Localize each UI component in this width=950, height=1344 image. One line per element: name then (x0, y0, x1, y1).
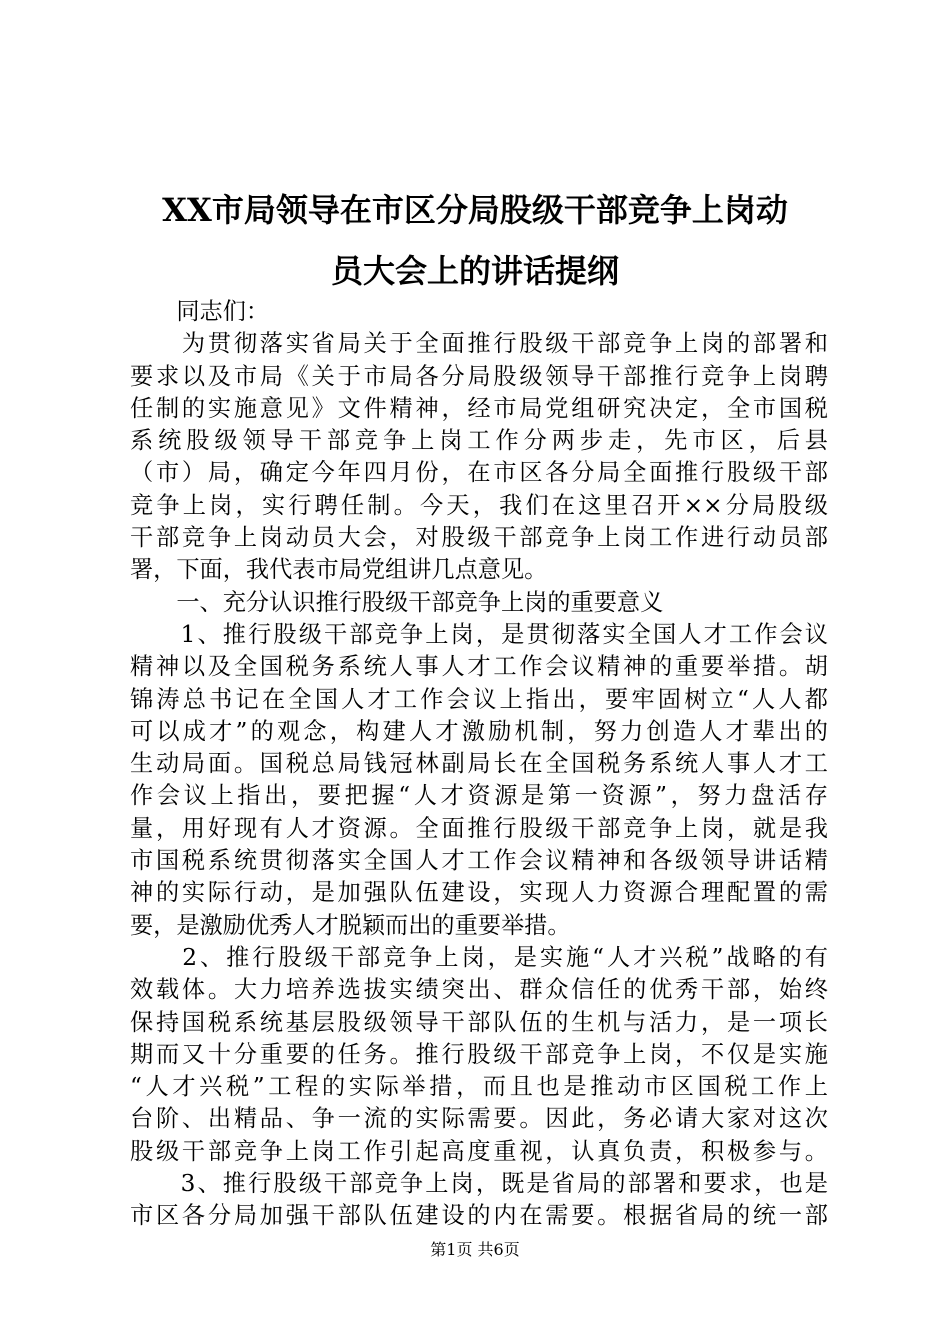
body-line: 市国税系统贯彻落实全国人才工作会议精神和各级领导讲话精 (130, 847, 828, 875)
body-line: 保持国税系统基层股级领导干部队伍的生机与活力，是一项长 (130, 1008, 828, 1036)
body-line: 神的实际行动，是加强队伍建设，实现人力资源合理配置的需 (130, 879, 828, 907)
body-line: 系统股级领导干部竞争上岗工作分两步走，先市区，后县 (130, 427, 828, 455)
body-line: 作会议上指出，要把握“人才资源是第一资源”，努力盘活存 (130, 782, 828, 810)
body-line: 期而又十分重要的任务。推行股级干部竞争上岗，不仅是实施 (130, 1040, 828, 1068)
body-line: （市）局，确定今年四月份，在市区各分局全面推行股级干部 (130, 459, 828, 487)
body-line: 同志们： (130, 298, 270, 325)
document-body (130, 296, 828, 1233)
body-line: 锦涛总书记在全国人才工作会议上指出，要牢固树立“人人都 (130, 685, 828, 713)
section-heading: 一、充分认识推行股级干部竞争上岗的重要意义 (130, 588, 664, 616)
body-line: 竞争上岗，实行聘任制。今天，我们在这里召开××分局股级 (130, 491, 828, 519)
body-line: 任制的实施意见》文件精神，经市局党组研究决定，全市国税 (130, 394, 828, 422)
body-line: 1、推行股级干部竞争上岗，是贯彻落实全国人才工作会议 (130, 620, 828, 648)
title-line-2: 员大会上的讲话提纲 (330, 252, 619, 290)
body-line: 量，用好现有人才资源。全面推行股级干部竞争上岗，就是我 (130, 814, 828, 842)
body-line: 可以成才”的观念，构建人才激励机制，努力创造人才辈出的 (130, 717, 828, 745)
body-line: 市区各分局加强干部队伍建设的内在需要。根据省局的统一部 (130, 1202, 828, 1230)
page-footer: 第1页 共6页 (430, 1240, 520, 1259)
body-line: “人才兴税”工程的实际举措，而且也是推动市区国税工作上 (130, 1073, 828, 1101)
body-line: 署，下面，我代表市局党组讲几点意见。 (130, 556, 548, 584)
title-line-1: XX市局领导在市区分局股级干部竞争上岗动 (162, 191, 788, 229)
body-line: 要求以及市局《关于市局各分局股级领导干部推行竞争上岗聘 (130, 362, 828, 390)
body-line: 生动局面。国税总局钱冠林副局长在全国税务系统人事人才工 (130, 750, 828, 778)
body-line: 精神以及全国税务系统人事人才工作会议精神的重要举措。胡 (130, 653, 828, 681)
body-line: 要，是激励优秀人才脱颖而出的重要举措。 (130, 911, 571, 939)
body-line: 为贯彻落实省局关于全面推行股级干部竞争上岗的部署和 (130, 330, 828, 358)
document-title (120, 180, 830, 302)
body-line: 3、推行股级干部竞争上岗，既是省局的部署和要求，也是 (130, 1170, 828, 1198)
body-line: 效载体。大力培养选拔实绩突出、群众信任的优秀干部，始终 (130, 976, 828, 1004)
body-line: 台阶、出精品、争一流的实际需要。因此，务必请大家对这次 (130, 1105, 828, 1133)
body-line: 干部竞争上岗动员大会，对股级干部竞争上岗工作进行动员部 (130, 524, 828, 552)
body-line: 2、推行股级干部竞争上岗，是实施“人才兴税”战略的有 (130, 943, 828, 971)
body-line: 股级干部竞争上岗工作引起高度重视，认真负责，积极参与。 (130, 1137, 828, 1165)
